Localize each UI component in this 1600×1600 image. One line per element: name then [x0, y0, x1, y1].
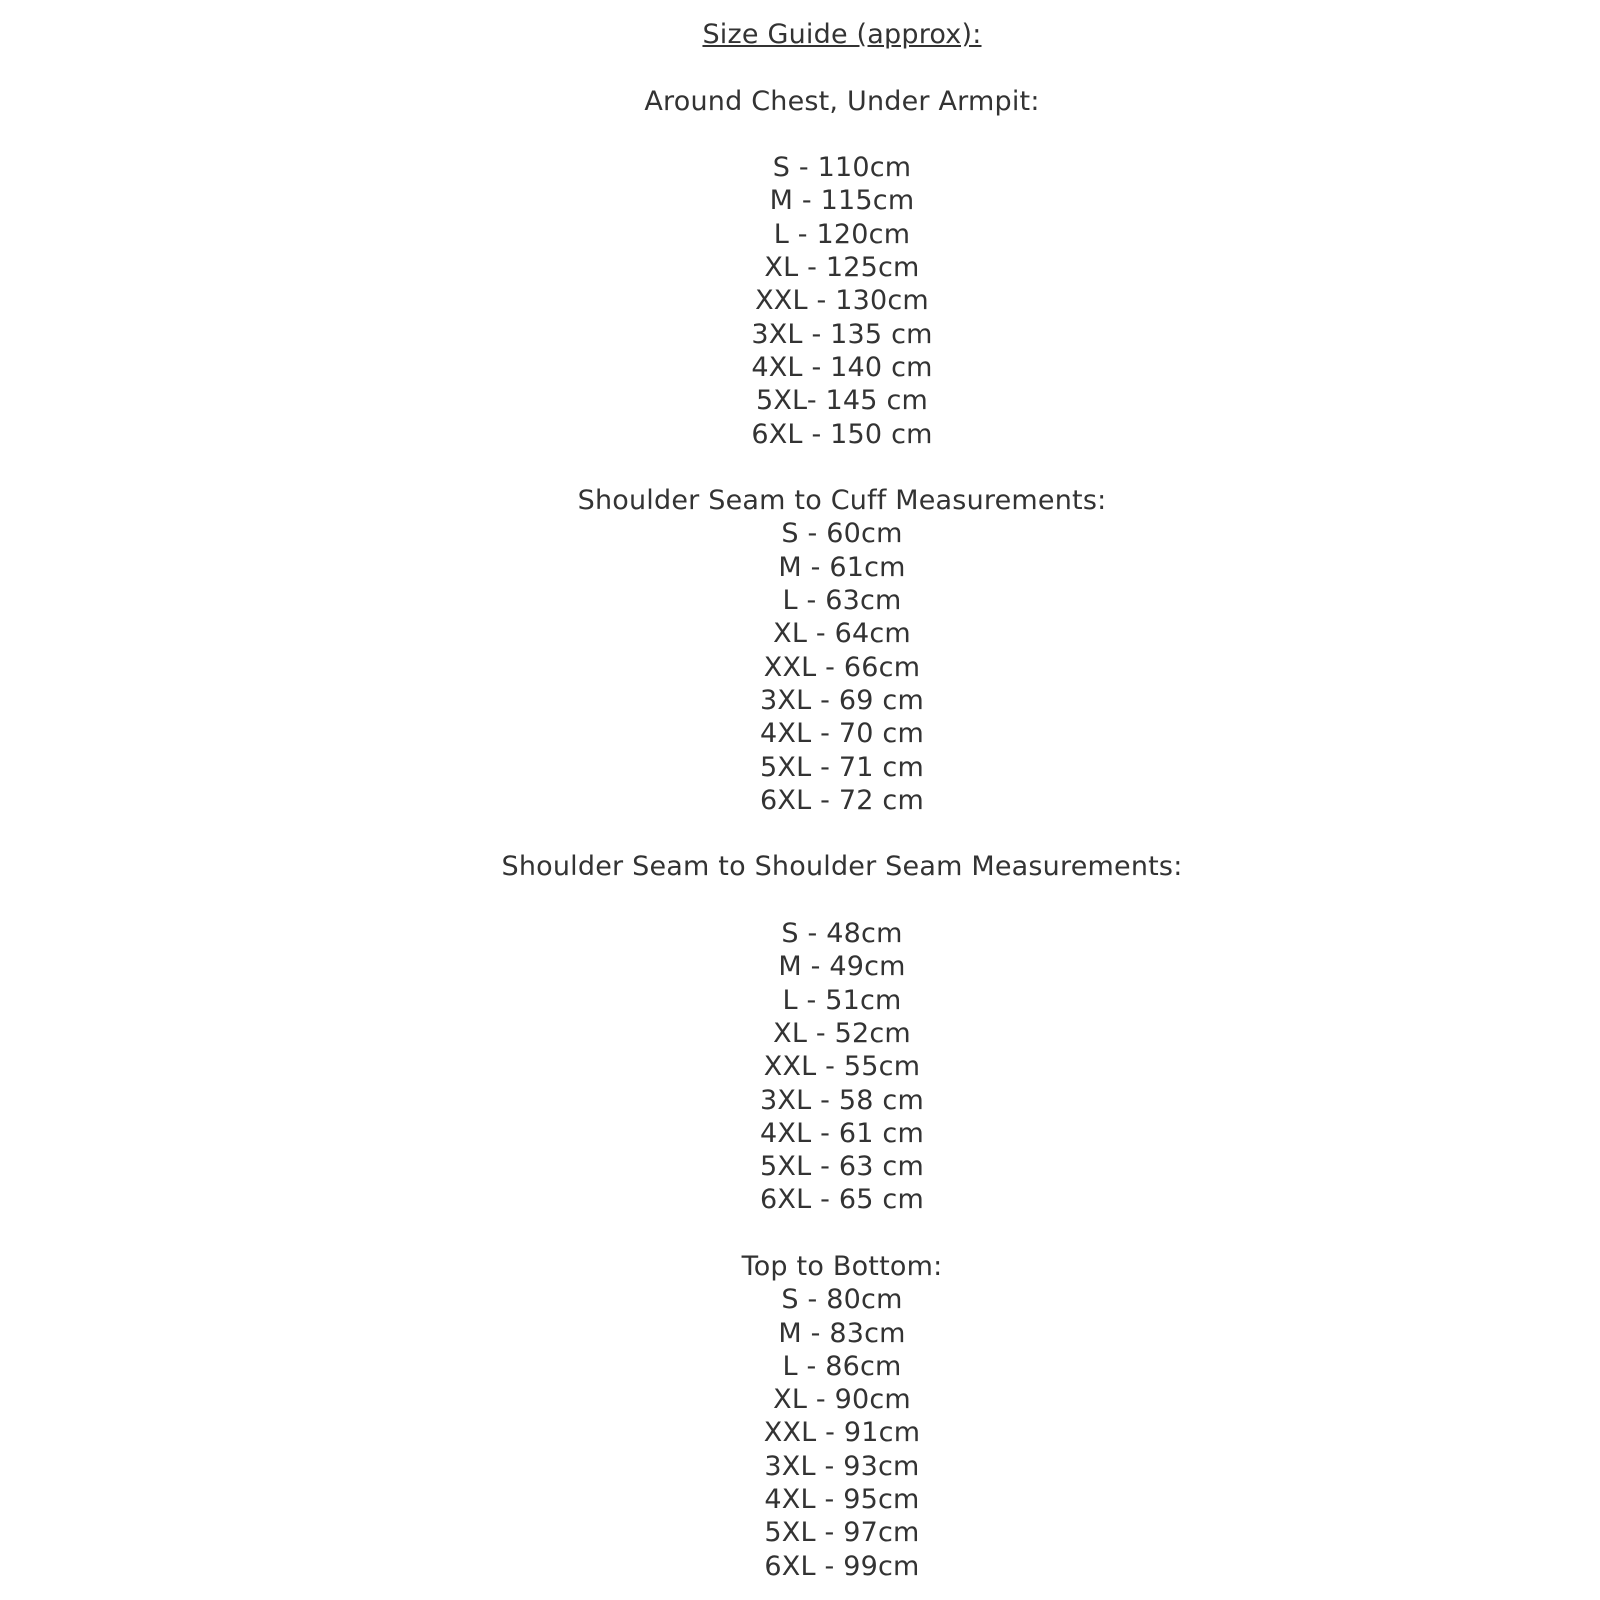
size-row-xl: XL - 52cm — [773, 1017, 911, 1049]
size-row-m: M - 49cm — [778, 951, 906, 983]
size-row-l: L - 51cm — [782, 984, 902, 1016]
size-row-3xl: 3XL - 58 cm — [760, 1084, 924, 1116]
size-row-5xl: 5XL- 145 cm — [755, 385, 929, 417]
spacer-line — [84, 451, 1600, 484]
size-row-4xl: 4XL - 140 cm — [751, 351, 933, 383]
size-row-3xl: 3XL - 93cm — [764, 1450, 920, 1482]
size-row-4xl: 4XL - 61 cm — [760, 1117, 924, 1149]
size-row-xxl: XXL - 130cm — [755, 285, 929, 317]
size-row-5xl: 5XL - 63 cm — [760, 1151, 924, 1183]
size-row-l: L - 120cm — [773, 218, 911, 250]
size-row-s: S - 110cm — [772, 152, 912, 184]
size-row-4xl: 4XL - 70 cm — [760, 718, 924, 750]
spacer-line — [84, 1217, 1600, 1250]
size-row-6xl: 6XL - 72 cm — [760, 784, 924, 816]
size-row-3xl: 3XL - 135 cm — [751, 318, 933, 350]
size-row-l: L - 63cm — [782, 585, 902, 617]
size-row-xxl: XXL - 55cm — [763, 1051, 921, 1083]
size-row-s: S - 80cm — [781, 1284, 903, 1316]
size-row-xxl: XXL - 66cm — [763, 651, 921, 683]
spacer-line — [84, 817, 1600, 850]
size-row-m: M - 83cm — [778, 1317, 906, 1349]
size-row-m: M - 61cm — [778, 551, 906, 583]
section-heading-around-chest: Around Chest, Under Armpit: — [644, 85, 1040, 117]
size-row-xl: XL - 64cm — [773, 618, 911, 650]
size-row-6xl: 6XL - 150 cm — [751, 418, 933, 450]
size-row-3xl: 3XL - 69 cm — [760, 684, 924, 716]
page-title: Size Guide (approx): — [702, 19, 982, 50]
size-row-l: L - 86cm — [782, 1350, 902, 1382]
section-heading-seam-to-cuff: Shoulder Seam to Cuff Measurements: — [577, 485, 1107, 517]
size-row-6xl: 6XL - 65 cm — [760, 1184, 924, 1216]
size-row-m: M - 115cm — [769, 185, 915, 217]
size-row-6xl: 6XL - 99cm — [764, 1550, 920, 1582]
size-row-4xl: 4XL - 95cm — [764, 1484, 920, 1516]
section-heading-top-to-bottom: Top to Bottom: — [741, 1250, 943, 1282]
spacer-line — [84, 51, 1600, 84]
size-row-xxl: XXL - 91cm — [763, 1417, 921, 1449]
size-row-s: S - 60cm — [781, 518, 903, 550]
size-row-xl: XL - 90cm — [773, 1384, 911, 1416]
spacer-line — [84, 884, 1600, 917]
size-row-5xl: 5XL - 71 cm — [760, 751, 924, 783]
section-heading-seam-to-seam: Shoulder Seam to Shoulder Seam Measurements: — [501, 851, 1183, 883]
spacer-line — [84, 118, 1600, 151]
size-row-5xl: 5XL - 97cm — [764, 1517, 920, 1549]
size-row-xl: XL - 125cm — [764, 252, 920, 284]
size-row-s: S - 48cm — [781, 918, 903, 950]
